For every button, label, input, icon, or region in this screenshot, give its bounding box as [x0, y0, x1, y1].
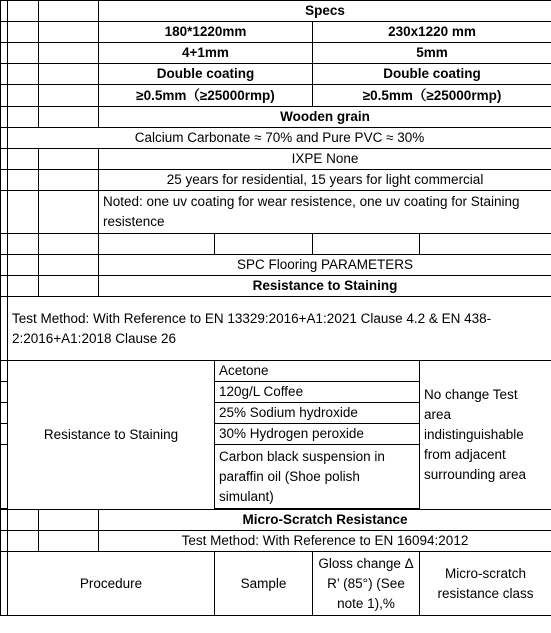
agent-acetone: Acetone — [215, 361, 420, 382]
wear-col1: ≥0.5mm（≥25000rmp) — [99, 85, 313, 107]
wear-col2: ≥0.5mm（≥25000rmp) — [313, 85, 551, 107]
row-staining-heading — [1, 276, 551, 297]
spacer-row-1 — [1, 234, 551, 255]
agent-hydrogen-peroxide: 30% Hydrogen peroxide — [215, 424, 420, 445]
row-specs-header — [1, 1, 551, 22]
composition-cell: Calcium Carbonate ≈ 70% and Pure PVC ≈ 30% — [8, 128, 551, 149]
coating-col2: Double coating — [313, 64, 551, 85]
staining-result: No change Test area indistinguishable from adjacent surrounding area — [420, 361, 551, 510]
specs-heading: Specs — [99, 1, 551, 22]
scratch-method: Test Method: With Reference to EN 16094:2012 — [99, 531, 551, 552]
size-col1: 180*1220mm — [99, 22, 313, 43]
row-thickness — [1, 43, 551, 64]
col-procedure: Procedure — [8, 552, 215, 616]
agent-coffee: 120g/L Coffee — [215, 382, 420, 403]
grain-cell: Wooden grain — [99, 107, 551, 128]
row-scratch-columns — [1, 552, 551, 616]
row-wear — [1, 85, 551, 107]
size-col2: 230x1220 mm — [313, 22, 551, 43]
row-scratch-method — [1, 531, 551, 552]
row-ixpe — [1, 149, 551, 170]
scratch-heading: Micro-Scratch Resistance — [99, 510, 551, 531]
warranty-cell: 25 years for residential, 15 years for light commercial — [99, 170, 551, 191]
row-note — [1, 191, 551, 234]
staining-method: Test Method: With Reference to EN 13329:2016+A1:2021 Clause 4.2 & EN 438-2:2016+A1:2018 Clause 26 — [8, 297, 551, 361]
agent-sodium-hydroxide: 25% Sodium hydroxide — [215, 403, 420, 424]
row-scratch-heading — [1, 510, 551, 531]
coating-col1: Double coating — [99, 64, 313, 85]
col-gloss-change: Gloss change Δ R’ (85°) (See note 1),% — [313, 552, 420, 616]
row-agent-1 — [1, 361, 551, 382]
row-coating — [1, 64, 551, 85]
row-grain — [1, 107, 551, 128]
thickness-col1: 4+1mm — [99, 43, 313, 64]
note-cell: Noted: one uv coating for wear resistence, one uv coating for Staining resistence — [99, 191, 551, 234]
row-params-title — [1, 255, 551, 276]
row-size — [1, 22, 551, 43]
staining-label: Resistance to Staining — [8, 361, 215, 510]
col-resistance-class: Micro-scratch resistance class — [420, 552, 551, 616]
params-title: SPC Flooring PARAMETERS — [99, 255, 551, 276]
col-sample: Sample — [215, 552, 313, 616]
staining-heading: Resistance to Staining — [99, 276, 551, 297]
agent-carbon-black: Carbon black suspension in paraffin oil (Shoe polish simulant) — [215, 445, 420, 509]
row-warranty — [1, 170, 551, 191]
row-composition — [1, 128, 551, 149]
ixpe-cell: IXPE None — [99, 149, 551, 170]
row-staining-method — [1, 297, 551, 361]
thickness-col2: 5mm — [313, 43, 551, 64]
